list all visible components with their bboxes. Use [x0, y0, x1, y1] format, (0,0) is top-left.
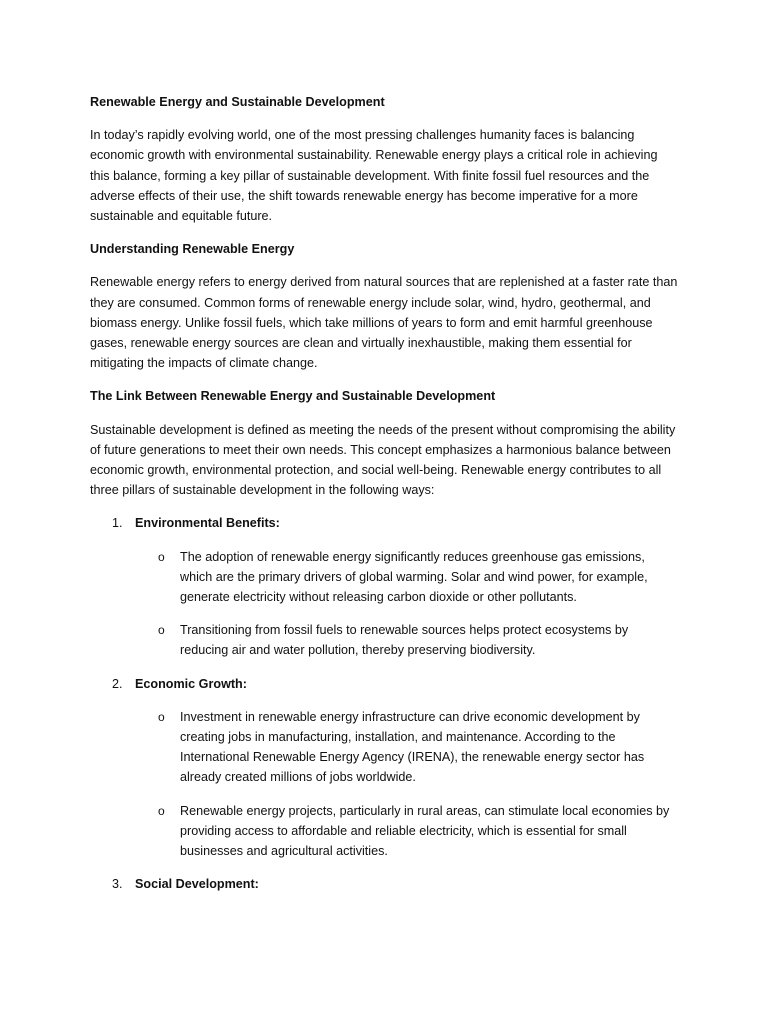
bullet-icon: o [158, 623, 165, 638]
list-item-number: 2. [112, 676, 123, 691]
sub-list-item-text: Renewable energy projects, particularly in rural areas, can stimulate local economies by providing access to affordable and reliable electricity, which is essential for small businesses and agricultural activities. [180, 803, 670, 859]
sub-list-item-text: Investment in renewable energy infrastructure can drive economic development by creating jobs in manufacturing, installation, and maintenance. According to the International Renewable Energy Agency (IRENA), the renewable energy sector has already created millions of jobs worldwide. [180, 709, 645, 785]
list-item-header [90, 513, 680, 533]
list-item-title: Environmental Benefits: [135, 516, 280, 531]
bullet-icon: o [158, 709, 165, 724]
list-item-header [90, 874, 680, 894]
section-heading-link: The Link Between Renewable Energy and Sustainable Development [90, 389, 496, 404]
document-page [90, 92, 680, 908]
sub-list-item [90, 620, 680, 660]
section-heading-understanding: Understanding Renewable Energy [90, 242, 295, 257]
list-item-header [90, 674, 680, 694]
sub-list-item [90, 547, 680, 608]
sub-list [90, 547, 680, 661]
list-item-number: 1. [112, 516, 123, 531]
section-body-link: Sustainable development is defined as meeting the needs of the present without compromising the ability of future generations to meet their own needs. This concept emphasizes a harmonious balance between economic growth, environmental protection, and social well-being. Renewable energy contributes to all three pillars of sustainable development in the following ways: [90, 422, 676, 498]
list-item-title: Social Development: [135, 877, 259, 892]
list-item-title: Economic Growth: [135, 676, 247, 691]
bullet-icon: o [158, 803, 165, 818]
section-body-understanding: Renewable energy refers to energy derived from natural sources that are replenished at a faster rate than they are consumed. Common forms of renewable energy include solar, wind, hydro, geothermal, and biomass energy. Unlike fossil fuels, which take millions of years to form and emit harmful greenhouse gases, renewable energy sources are clean and virtually inexhaustible, making them essential for mitigating the impacts of climate change. [90, 275, 678, 371]
list-item-number: 3. [112, 877, 123, 892]
list-item [90, 513, 680, 660]
sub-list-item [90, 707, 680, 788]
sub-list-item-text: The adoption of renewable energy significantly reduces greenhouse gas emissions, which are the primary drivers of global warming. Solar and wind power, for example, generate electricity without releasing carbon dioxide or other pollutants. [180, 549, 648, 605]
document-title: Renewable Energy and Sustainable Development [90, 95, 385, 109]
benefits-list [90, 513, 680, 894]
list-item [90, 674, 680, 862]
sub-list [90, 707, 680, 861]
sub-list-item [90, 801, 680, 862]
sub-list-item-text: Transitioning from fossil fuels to renewable sources helps protect ecosystems by reducing air and water pollution, thereby preserving biodiversity. [180, 623, 629, 658]
intro-paragraph: In today’s rapidly evolving world, one of the most pressing challenges humanity faces is balancing economic growth with environmental sustainability. Renewable energy plays a critical role in achieving this balance, forming a key pillar of sustainable development. With finite fossil fuel resources and the adverse effects of their use, the shift towards renewable energy has become imperative for a more sustainable and equitable future. [90, 128, 658, 224]
list-item [90, 874, 680, 894]
bullet-icon: o [158, 549, 165, 564]
